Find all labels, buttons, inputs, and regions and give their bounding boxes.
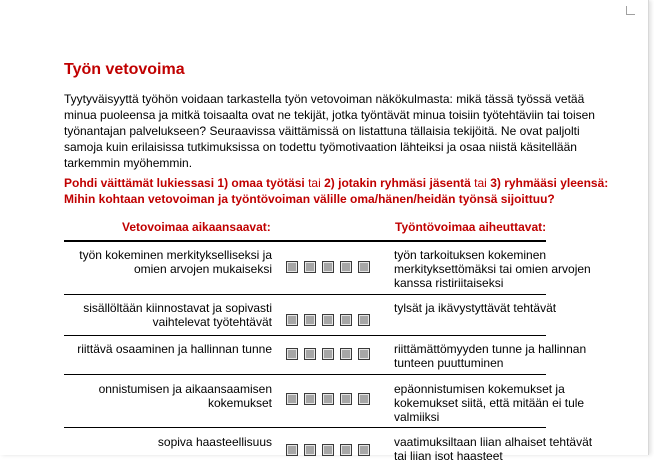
rating-checkbox-2[interactable] (304, 314, 316, 326)
rating-checkbox-2[interactable] (304, 444, 316, 456)
push-factor-text: tylsät ja ikävystyttävät tehtävät (394, 301, 557, 315)
intro-paragraph: Tyytyväisyyttä työhön voidaan tarkastella työn vetovoiman näkökulmasta: mikä tässä työssä vetää minua puoleensa ja mitkä toisaalta ovat ne tekijät, jotka työntävät minua toisiin työtehtäviin tai toisen työnantajan palvelukseen? Seuraavissa väittämissä on listattuna tällaisia tekijöitä. Ne ovat paljolti samoja kuin erilaisissa tutkimuksissa on todettu työmotivaation lähteiksi ja osaa niistä käsitellään tarkemmin myöhemmin. (64, 92, 595, 170)
rating-scale (286, 348, 376, 363)
pull-factor-text: onnistumisen ja aikaansaamisen kokemukset (98, 382, 272, 410)
table-row (64, 241, 591, 294)
page-title: Työn vetovoima (64, 61, 185, 78)
rating-checkbox-1[interactable] (286, 444, 298, 456)
instruction-text (64, 175, 609, 207)
instruction-separator-2: tai (470, 176, 491, 190)
rating-checkbox-2[interactable] (304, 393, 316, 405)
rating-checkbox-4[interactable] (340, 393, 352, 405)
rating-checkbox-4[interactable] (340, 314, 352, 326)
push-factor-text: työn tarkoituksen kokeminen merkityksettömäksi tai omien arvojen kanssa ristiriitaiseksi (394, 248, 591, 290)
push-factors-header: Työntövoimaa aiheuttavat: (395, 220, 547, 234)
rating-checkbox-3[interactable] (322, 393, 334, 405)
push-factor-text: epäonnistumisen kokemukset ja kokemukset siitä, että mitään ei tule valmiiksi (394, 382, 585, 424)
page-corner-mark (626, 6, 635, 15)
rating-checkbox-3[interactable] (322, 348, 334, 360)
rating-scale (286, 261, 376, 276)
table-row (64, 294, 557, 335)
rating-checkbox-4[interactable] (340, 444, 352, 456)
push-factor-text: vaatimuksiltaan liian alhaiset tehtävät tai liian isot haasteet (394, 435, 593, 463)
rating-checkbox-5[interactable] (358, 261, 370, 273)
rating-checkbox-3[interactable] (322, 444, 334, 456)
rating-checkbox-1[interactable] (286, 314, 298, 326)
rating-checkbox-2[interactable] (304, 348, 316, 360)
table-row (64, 374, 585, 427)
instruction-part-3: 3) ryhmääsi yleensä: Mihin kohtaan vetovoiman ja työntövoiman välille oma/hänen/heidän työnsä sijoittuu? (64, 176, 609, 206)
rating-checkbox-5[interactable] (358, 393, 370, 405)
instruction-part-2: 2) jotakin ryhmäsi jäsentä (324, 176, 471, 190)
rating-checkbox-5[interactable] (358, 444, 370, 456)
rating-checkbox-4[interactable] (340, 261, 352, 273)
rating-scale (286, 314, 376, 329)
rating-checkbox-3[interactable] (322, 261, 334, 273)
rating-checkbox-1[interactable] (286, 348, 298, 360)
rating-scale (286, 444, 376, 459)
instruction-part-1: Pohdi väittämät lukiessasi 1) omaa työtäsi (64, 176, 305, 190)
instruction-separator-1: tai (304, 176, 325, 190)
rating-scale (286, 393, 376, 408)
pull-factor-text: sisällöltään kiinnostavat ja sopivasti vaihtelevat työtehtävät (83, 301, 272, 329)
rating-checkbox-1[interactable] (286, 393, 298, 405)
table-row (64, 335, 587, 374)
pull-factors-header: Vetovoimaa aikaansaavat: (122, 220, 271, 234)
rating-checkbox-3[interactable] (322, 314, 334, 326)
pull-factor-text: sopiva haasteellisuus (157, 435, 272, 449)
push-factor-text: riittämättömyyden tunne ja hallinnan tunteen puuttuminen (394, 342, 587, 370)
rating-checkbox-2[interactable] (304, 261, 316, 273)
pull-factor-text: työn kokeminen merkitykselliseksi ja omien arvojen mukaiseksi (79, 248, 272, 276)
rating-checkbox-5[interactable] (358, 314, 370, 326)
rating-checkbox-1[interactable] (286, 261, 298, 273)
rating-checkbox-4[interactable] (340, 348, 352, 360)
table-row (64, 427, 593, 463)
pull-factor-text: riittävä osaaminen ja hallinnan tunne (77, 342, 272, 356)
rating-checkbox-5[interactable] (358, 348, 370, 360)
